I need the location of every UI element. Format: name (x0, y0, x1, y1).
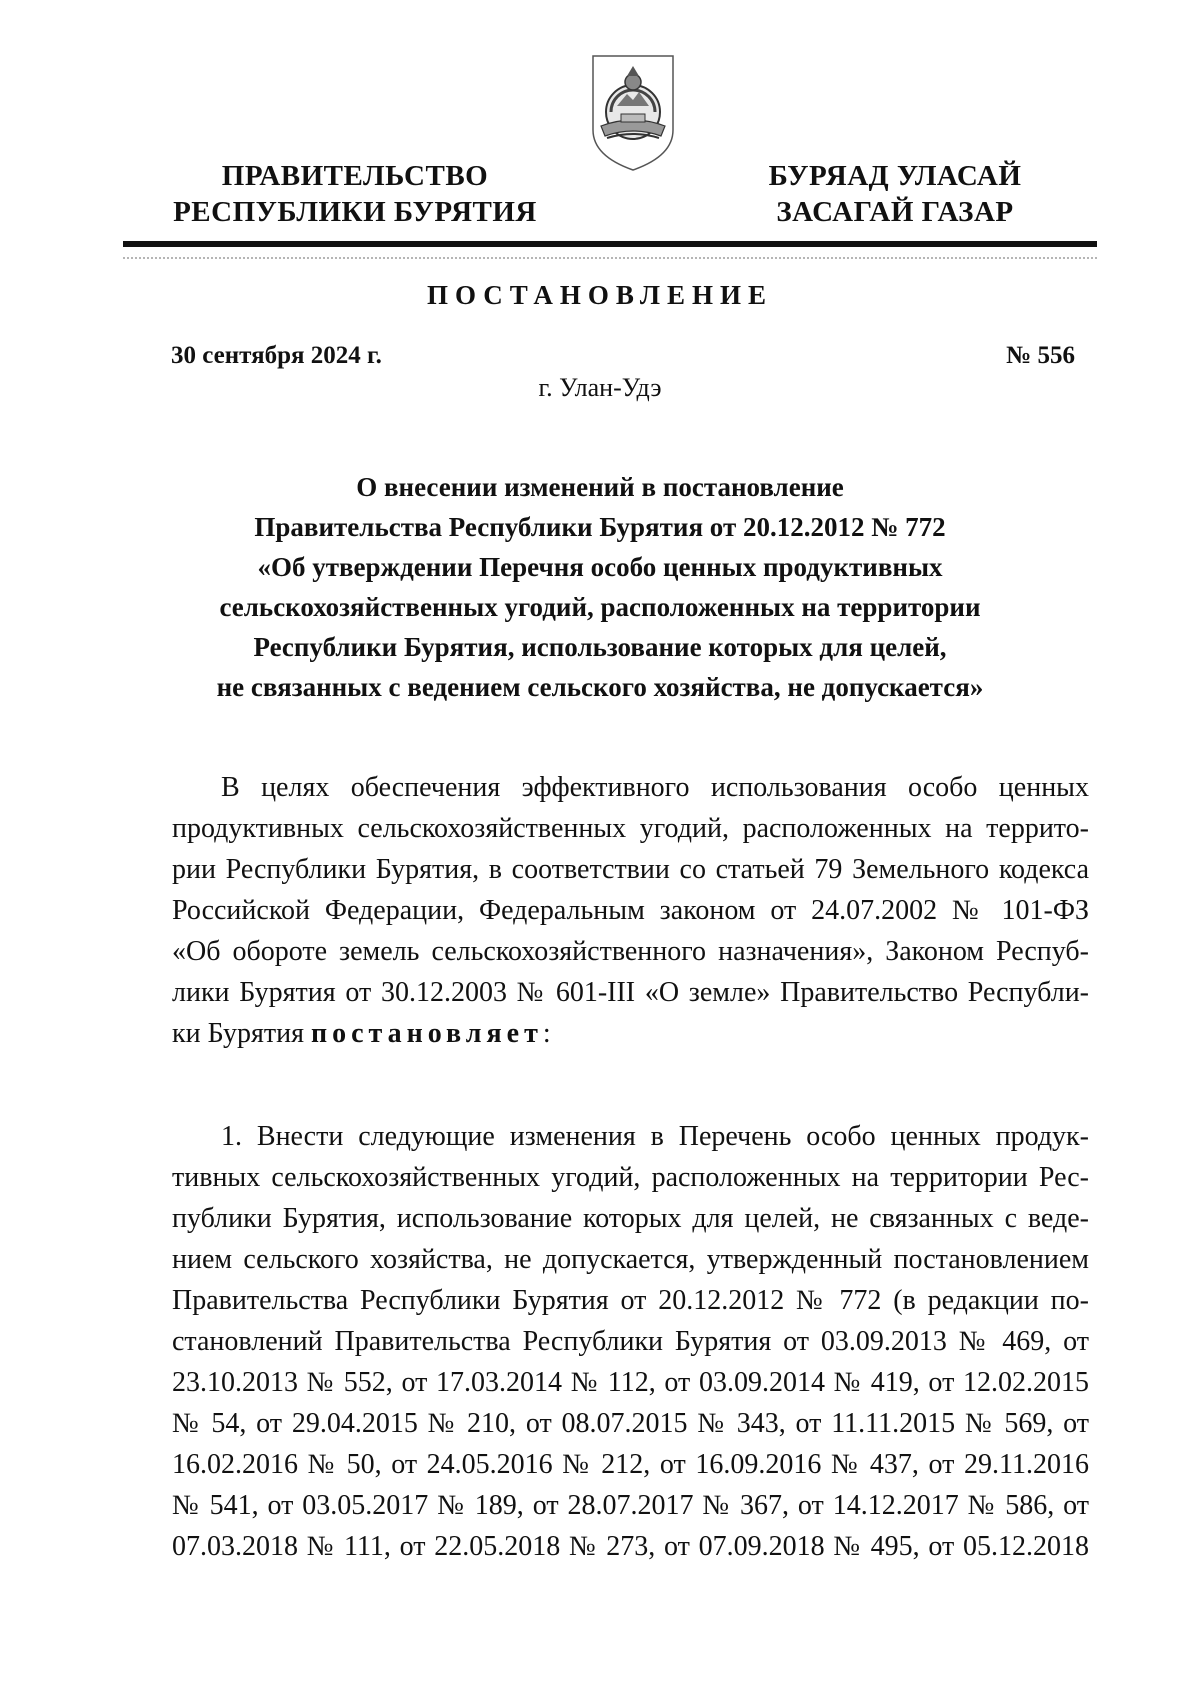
paragraph-line: 07.03.2018 № 111, от 22.05.2018 № 273, от 07.09.2018 № 495, от 05.12.2018 (172, 1531, 1089, 1562)
paragraph-item-1 (172, 1116, 1089, 1567)
coat-of-arms-emblem (587, 52, 679, 174)
title-line: О внесении изменений в постановление (356, 472, 844, 502)
document-city: г. Улан-Удэ (538, 373, 662, 402)
paragraph-preamble (172, 767, 1089, 1054)
paragraph-line: Правительства Республики Бурятия от 20.12.2012 № 772 (в редакции по- (172, 1285, 1089, 1316)
org-name-buryat (745, 158, 1045, 230)
title-line: Правительства Республики Бурятия от 20.12.2012 № 772 (254, 512, 946, 542)
org-right-line2: ЗАСАГАЙ ГАЗАР (776, 196, 1014, 228)
paragraph-line: № 541, от 03.05.2017 № 189, от 28.07.2017 № 367, от 14.12.2017 № 586, от (172, 1490, 1089, 1521)
paragraph-line: «Об обороте земель сельскохозяйственного назначения», Законом Респуб- (172, 936, 1089, 967)
title-line: Республики Бурятия, использование которых для целей, (253, 632, 947, 662)
paragraph-line: В целях обеспечения эффективного использования особо ценных (221, 772, 1089, 803)
paragraph-line: № 54, от 29.04.2015 № 210, от 08.07.2015 № 343, от 11.11.2015 № 569, от (172, 1408, 1089, 1439)
paragraph-line: нием сельского хозяйства, не допускается, утвержденный постановлением (172, 1244, 1089, 1275)
last-line-suffix: : (542, 1018, 551, 1049)
header-rule-thick (123, 241, 1097, 247)
org-right-line1: БУРЯАД УЛАСАЙ (768, 160, 1022, 192)
document-title (160, 467, 1040, 707)
paragraph-line: лики Бурятия от 30.12.2003 № 601-III «О земле» Правительство Республи- (172, 977, 1089, 1008)
document-type: ПОСТАНОВЛЕНИЕ (426, 280, 774, 310)
paragraph-line: 1. Внести следующие изменения в Перечень особо ценных продук- (221, 1121, 1089, 1152)
org-left-line1: ПРАВИТЕЛЬСТВО (221, 160, 489, 192)
paragraph-last-line (172, 1013, 1089, 1054)
paragraph-line: публики Бурятия, использование которых для целей, не связанных с веде- (172, 1203, 1089, 1234)
document-number: № 556 (1006, 342, 1075, 369)
paragraph-line: становлений Правительства Республики Бурятия от 03.09.2013 № 469, от (172, 1326, 1089, 1357)
paragraph-line: рии Республики Бурятия, в соответствии со статьей 79 Земельного кодекса (172, 854, 1089, 885)
paragraph-line: 16.02.2016 № 50, от 24.05.2016 № 212, от 16.09.2016 № 437, от 29.11.2016 (172, 1449, 1089, 1480)
document-date: 30 сентября 2024 г. (171, 342, 382, 369)
org-name-russian (160, 158, 550, 230)
title-line: «Об утверждении Перечня особо ценных продуктивных (257, 552, 943, 582)
paragraph-line: тивных сельскохозяйственных угодий, расположенных на территории Рес- (172, 1162, 1089, 1193)
title-line: сельскохозяйственных угодий, расположенных на территории (219, 592, 981, 622)
resolves-word: постановляет (310, 1018, 543, 1049)
title-line: не связанных с ведением сельского хозяйства, не допускается» (216, 672, 984, 702)
paragraph-line: Российской Федерации, Федеральным законом от 24.07.2002 № 101-ФЗ (172, 895, 1089, 926)
header-rule-thin (123, 257, 1097, 259)
org-left-line2: РЕСПУБЛИКИ БУРЯТИЯ (173, 196, 537, 228)
last-line-prefix: ки Бурятия (172, 1018, 311, 1049)
paragraph-line: 23.10.2013 № 552, от 17.03.2014 № 112, от 03.09.2014 № 419, от 12.02.2015 (172, 1367, 1089, 1398)
paragraph-line: продуктивных сельскохозяйственных угодий, расположенных на террито- (172, 813, 1089, 844)
